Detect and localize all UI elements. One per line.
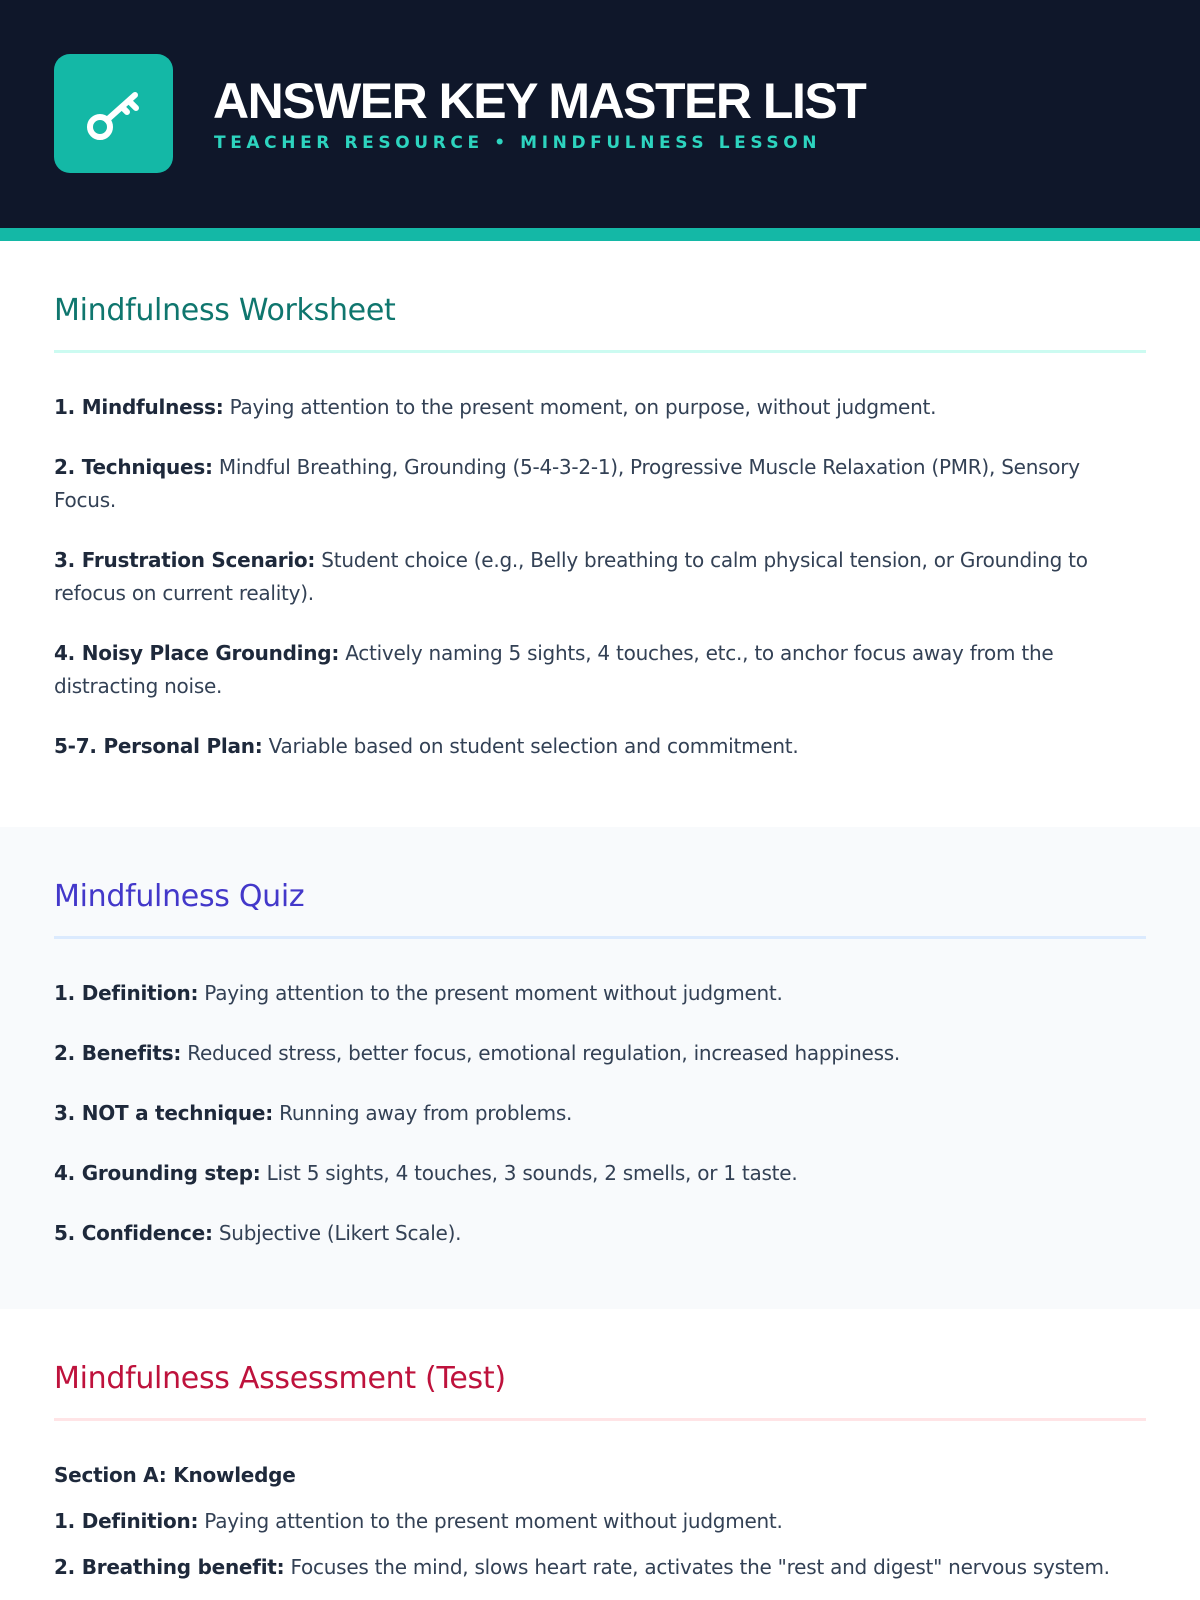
answer-text: Actively naming 5 sights, 4 touches, etc., to anchor focus away from the distracting noise. (54, 641, 1054, 698)
answer-text: Paying attention to the present moment without judgment. (204, 1509, 783, 1533)
answer-label: 4. Noisy Place Grounding: (54, 641, 340, 665)
key-icon (79, 79, 149, 149)
answer-label: 5-7. Personal Plan: (54, 734, 263, 758)
answer-item (54, 1157, 1146, 1190)
page-header (0, 0, 1200, 241)
answer-text: Subjective (Likert Scale). (218, 1221, 462, 1245)
answer-label: 2. Benefits: (54, 1041, 182, 1065)
answer-label: 2. Techniques: (54, 455, 213, 479)
page-title: ANSWER KEY MASTER LIST (213, 73, 866, 129)
answer-label: 5. Confidence: (54, 1221, 213, 1245)
answer-item (54, 730, 1146, 763)
assessment-heading: Mindfulness Assessment (Test) (54, 1361, 1146, 1421)
answer-text: Running away from problems. (279, 1101, 573, 1125)
answer-text: Paying attention to the present moment, on purpose, without judgment. (229, 395, 937, 419)
answer-label: 3. Frustration Scenario: (54, 548, 316, 572)
answer-item (54, 977, 1146, 1010)
answer-text: Variable based on student selection and commitment. (268, 734, 799, 758)
answer-item (54, 391, 1146, 424)
answer-label: 4. Grounding step: (54, 1161, 261, 1185)
quiz-section (0, 827, 1200, 1309)
answer-label: 3. NOT a technique: (54, 1101, 273, 1125)
worksheet-heading: Mindfulness Worksheet (54, 293, 1146, 353)
worksheet-section (0, 241, 1200, 827)
answer-label: 1. Mindfulness: (54, 395, 224, 419)
answer-text: Focuses the mind, slows heart rate, activates the "rest and digest" nervous system. (290, 1555, 1110, 1579)
answer-text: Reduced stress, better focus, emotional regulation, increased happiness. (187, 1041, 901, 1065)
answer-text: Student choice (e.g., Belly breathing to calm physical tension, or Grounding to refocus on current reality). (54, 548, 1088, 605)
answer-item (54, 544, 1146, 610)
answer-item (54, 1505, 1146, 1538)
answer-text: List 5 sights, 4 touches, 3 sounds, 2 smells, or 1 taste. (266, 1161, 798, 1185)
assessment-section (0, 1309, 1200, 1584)
answer-text: Mindful Breathing, Grounding (5-4-3-2-1), Progressive Muscle Relaxation (PMR), Sensory Focus. (54, 455, 1080, 512)
answer-item (54, 451, 1146, 517)
answer-text: Paying attention to the present moment without judgment. (204, 981, 783, 1005)
answer-item (54, 1097, 1146, 1130)
page-subtitle: TEACHER RESOURCE • MINDFULNESS LESSON (214, 133, 822, 153)
answer-item (54, 637, 1146, 703)
answer-label: 1. Definition: (54, 981, 199, 1005)
section-a-heading: Section A: Knowledge (54, 1463, 296, 1487)
answer-item (54, 1217, 1146, 1250)
answer-item (54, 1551, 1146, 1584)
logo-tile (54, 54, 173, 173)
answer-item (54, 1037, 1146, 1070)
quiz-heading: Mindfulness Quiz (54, 879, 1146, 939)
answer-label: 2. Breathing benefit: (54, 1555, 285, 1579)
answer-label: 1. Definition: (54, 1509, 199, 1533)
